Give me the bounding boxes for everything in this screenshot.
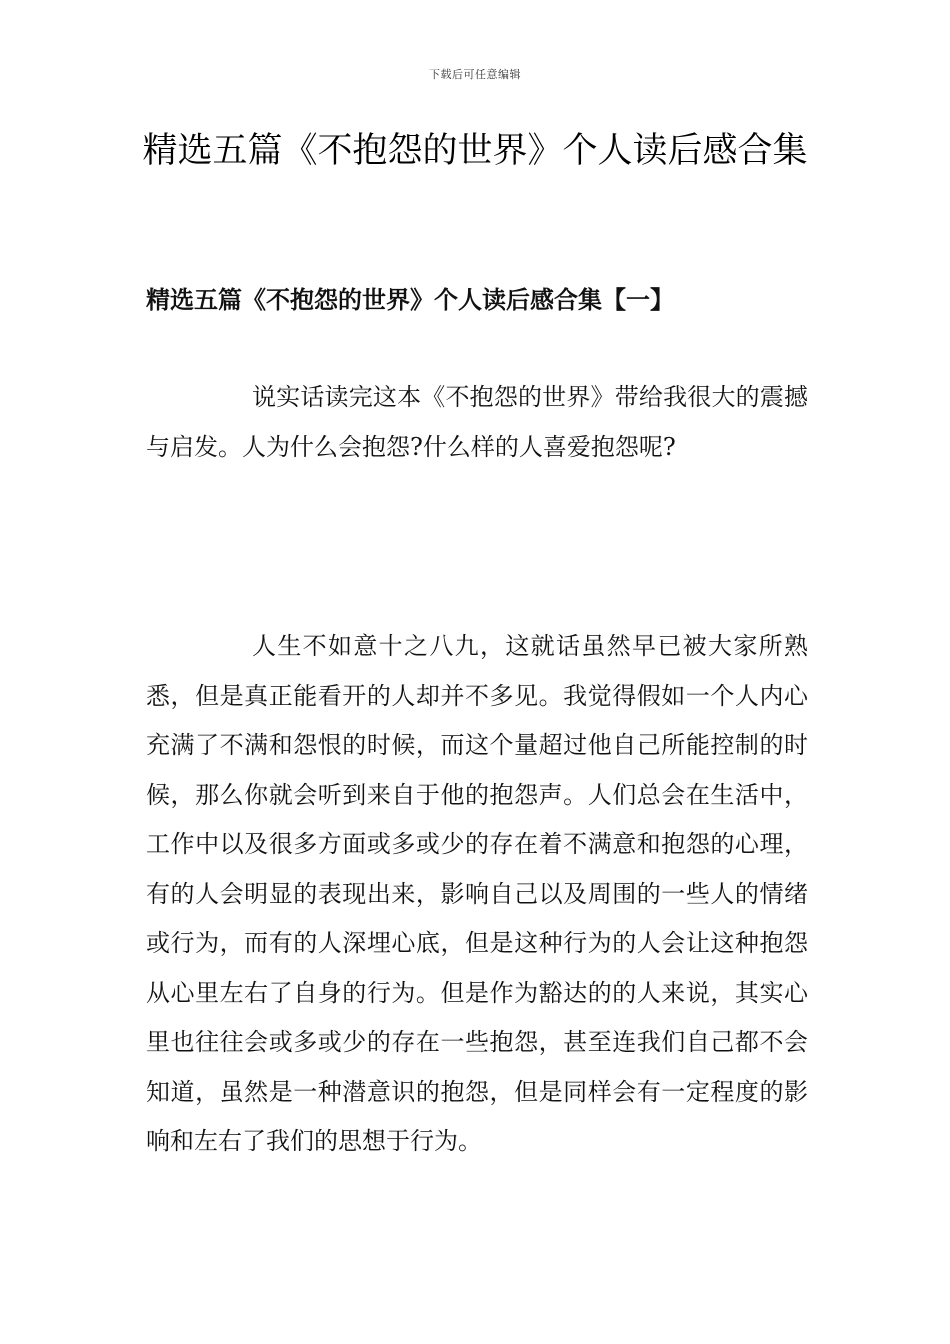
header-note: 下载后可任意编辑 [429, 68, 521, 81]
paragraph-1: 说实话读完这本《不抱怨的世界》带给我很大的震撼与启发。人为什么会抱怨?什么样的人喜爱抱怨呢? [146, 383, 808, 461]
section-heading: 精选五篇《不抱怨的世界》个人读后感合集【一】 [146, 285, 674, 314]
document-title: 精选五篇《不抱怨的世界》个人读后感合集 [142, 131, 808, 171]
paragraph-2: 人生不如意十之八九，这就话虽然早已被大家所熟悉，但是真正能看开的人却并不多见。我觉得假如一个人内心充满了不满和怨恨的时候，而这个量超过他自己所能控制的时候，那么你就会听到来自于他的抱怨声。人们总会在生活中，工作中以及很多方面或多或少的存在着不满意和抱怨的心理，有的人会明显的表现出来，影响自己以及周围的一些人的情绪或行为，而有的人深埋心底，但是这种行为的人会让这种抱怨从心里左右了自身的行为。但是作为豁达的的人来说，其实心里也往往会或多或少的存在一些抱怨，甚至连我们自己都不会知道，虽然是一种潜意识的抱怨，但是同样会有一定程度的影响和左右了我们的思想于行为。 [146, 632, 808, 1155]
